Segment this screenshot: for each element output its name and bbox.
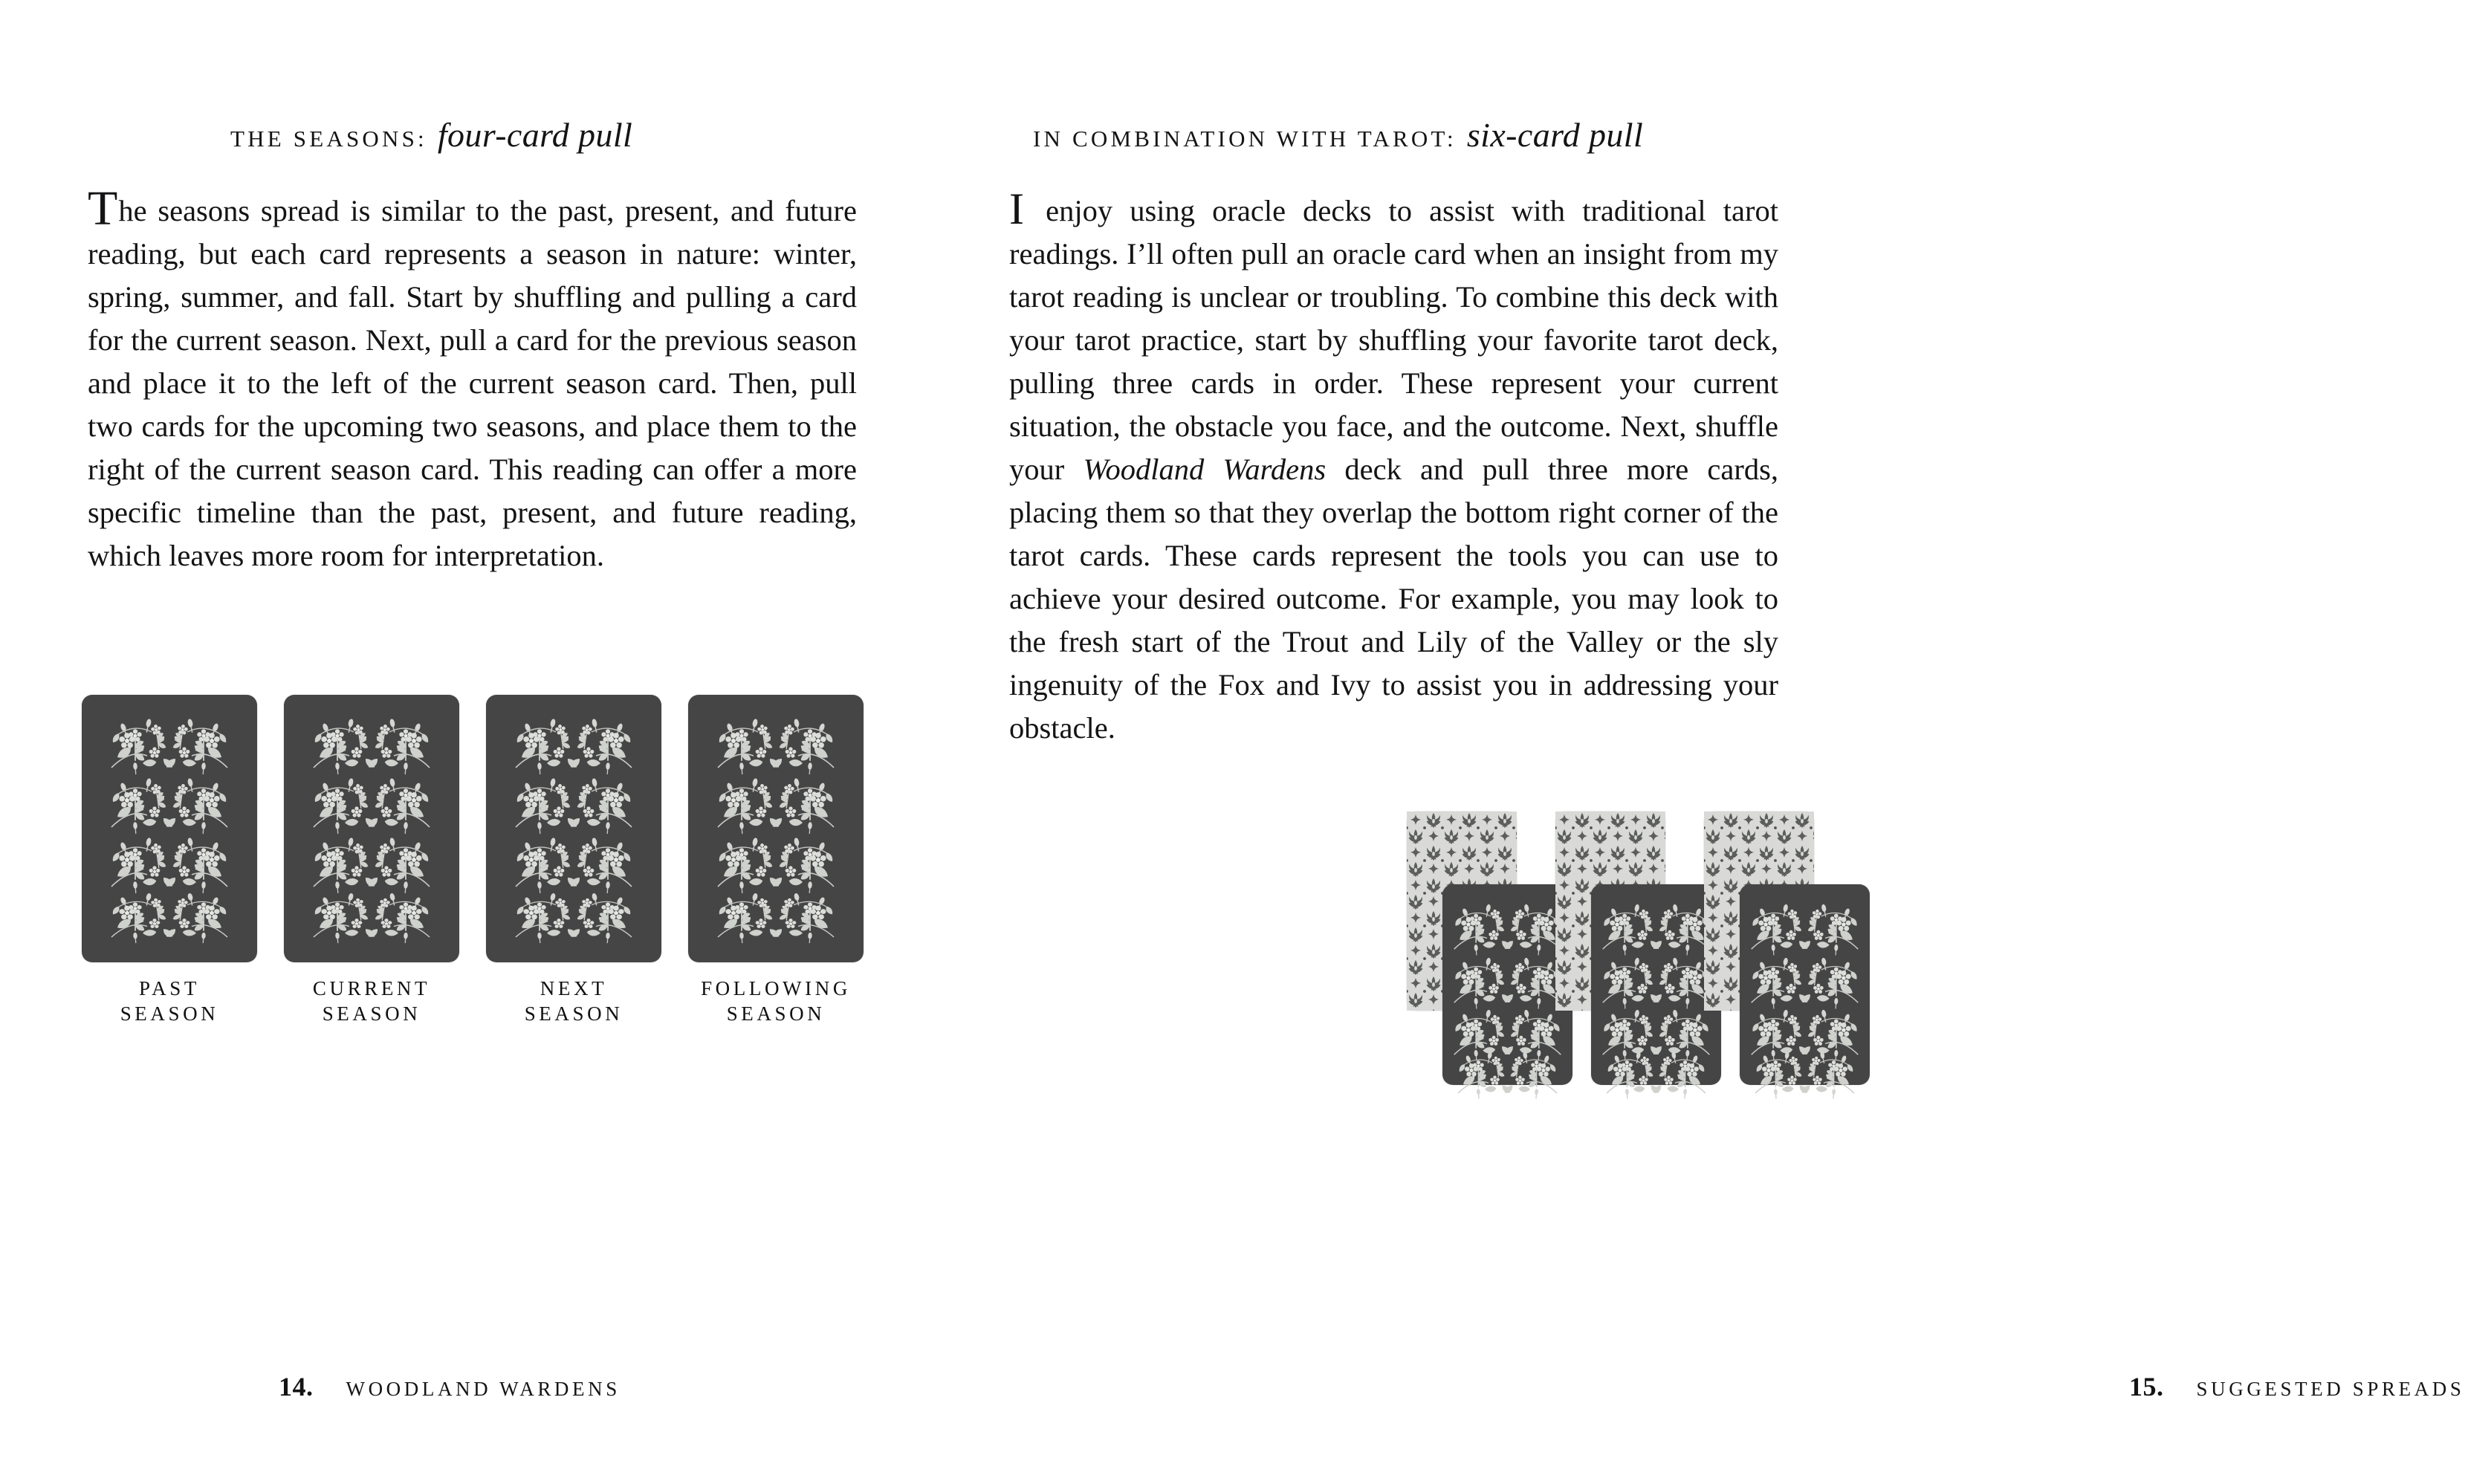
right-page-section-head xyxy=(1033,115,1643,155)
right-head-caps: IN COMBINATION WITH TAROT: xyxy=(1033,126,1457,152)
oracle-card-art xyxy=(1442,884,1572,1085)
oracle-card-art xyxy=(1591,884,1721,1085)
season-label-current xyxy=(269,976,474,1026)
oracle-card-back-past[interactable] xyxy=(82,695,257,962)
season-label-past xyxy=(67,976,272,1026)
left-head-italic: four-card pull xyxy=(437,116,633,154)
oracle-card-art xyxy=(1740,884,1870,1085)
oracle-card-art xyxy=(688,695,864,962)
left-body-paragraph xyxy=(88,181,857,577)
left-body-text: he seasons spread is similar to the past, present, and future reading, but each card represents a season in nature: winter, spring, summer, and fall. Start by shuffling and pulling a card for the current season. Next, pull a card for the previous season and place it to the left of the current season card. Then, pull two cards for the upcoming two seasons, and place them to the right of the current season card. This reading can offer a more specific timeline than the past, present, and future reading, which leaves more room for interpretation. xyxy=(88,194,857,572)
left-dropcap: T xyxy=(88,181,118,236)
oracle-card-back-next[interactable] xyxy=(486,695,661,962)
season-label-next xyxy=(471,976,676,1026)
left-folio-number: 14. xyxy=(279,1372,314,1402)
right-body-deck-title: Woodland Wardens xyxy=(1083,453,1327,486)
left-folio xyxy=(279,1371,621,1402)
oracle-card-art xyxy=(284,695,459,962)
season-label-past-line1: PAST xyxy=(139,977,200,999)
right-folio-text: SUGGESTED SPREADS xyxy=(2196,1378,2465,1400)
oracle-card-back-3[interactable] xyxy=(1740,884,1870,1085)
oracle-card-art xyxy=(486,695,661,962)
oracle-card-back-2[interactable] xyxy=(1591,884,1721,1085)
season-label-following-line2: SEASON xyxy=(726,1002,826,1025)
season-label-following xyxy=(673,976,878,1026)
oracle-card-back-current[interactable] xyxy=(284,695,459,962)
season-label-current-line1: CURRENT xyxy=(312,977,431,999)
right-body-text-part2: deck and pull three more cards, placing them so that they overlap the bottom right corner of the tarot cards. These cards represent the tools you can use to achieve your desired outcome. For example, you may look to the fresh start of the Trout and Lily of the Valley or the sly ingenuity of the Fox and Ivy to assist you in addressing your obstacle. xyxy=(1009,453,1778,745)
left-head-caps: THE SEASONS: xyxy=(230,126,427,152)
right-head-italic: six-card pull xyxy=(1466,116,1644,154)
season-label-current-line2: SEASON xyxy=(322,1002,421,1025)
season-label-following-line1: FOLLOWING xyxy=(701,977,851,999)
left-folio-text: WOODLAND WARDENS xyxy=(346,1378,621,1400)
season-label-next-line1: NEXT xyxy=(540,977,608,999)
right-body-paragraph xyxy=(1009,184,1778,750)
oracle-card-back-following[interactable] xyxy=(688,695,864,962)
right-folio xyxy=(2129,1371,2465,1402)
right-dropcap: I xyxy=(1009,184,1024,233)
right-body-text-part1: enjoy using oracle decks to assist with traditional tarot readings. I’ll often pull an oracle card when an insight from my tarot reading is unclear or troubling. To combine this deck with your tarot practice, start by shuffling your favorite tarot deck, pulling three cards in order. These represent your current situation, the obstacle you face, and the outcome. Next, shuffle your xyxy=(1009,194,1778,486)
left-page xyxy=(0,0,921,1484)
left-page-section-head xyxy=(230,115,632,155)
season-label-next-line2: SEASON xyxy=(524,1002,623,1025)
right-folio-number: 15. xyxy=(2129,1372,2164,1402)
season-label-past-line2: SEASON xyxy=(120,1002,219,1025)
oracle-card-art xyxy=(82,695,257,962)
oracle-card-back-1[interactable] xyxy=(1442,884,1572,1085)
right-page xyxy=(921,0,2465,1484)
